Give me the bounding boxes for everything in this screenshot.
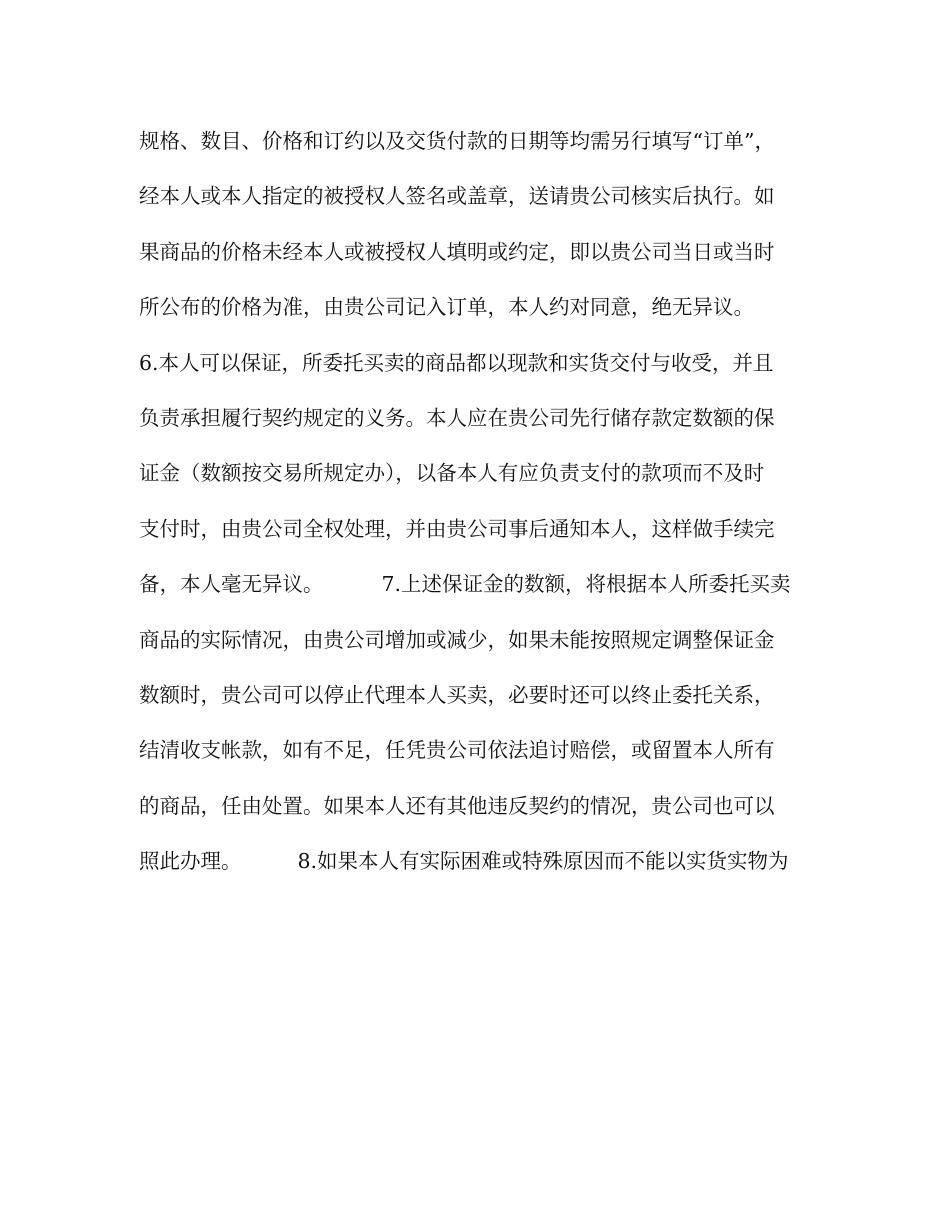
paragraph-line-13: 的商品，任由处置。如果本人还有其他违反契约的情况，贵公司也可以 — [139, 793, 775, 818]
paragraph-line-8: 支付时，由贵公司全权处理，并由贵公司事后通知本人，这样做手续完 — [139, 516, 775, 541]
paragraph-line-2: 经本人或本人指定的被授权人签名或盖章，送请贵公司核实后执行。如 — [139, 184, 775, 209]
paragraph-line-10: 商品的实际情况，由贵公司增加或减少，如果未能按照规定调整保证金 — [139, 627, 775, 652]
paragraph-line-7: 证金（数额按交易所规定办），以备本人有应负责支付的款项而不及时 — [139, 461, 765, 486]
paragraph-line-12: 结清收支帐款，如有不足，任凭贵公司依法追讨赔偿，或留置本人所有 — [139, 738, 775, 763]
paragraph-line-9 — [139, 564, 829, 619]
paragraph-line-9-part-2: 7.上述保证金的数额，将根据本人所委托买卖 — [381, 572, 791, 597]
paragraph-line-14-part-1: 照此办理。 — [139, 849, 242, 874]
paragraph-line-9-part-1: 备，本人毫无异议。 — [139, 572, 324, 597]
paragraph-line-1: 规格、数目、价格和订约以及交货付款的日期等均需另行填写“订单”， — [139, 129, 775, 153]
paragraph-line-11: 数额时，贵公司可以停止代理本人买卖，必要时还可以终止委托关系， — [139, 682, 775, 707]
paragraph-line-14-part-2: 8.如果本人有实际困难或特殊原因而不能以实货实物为 — [297, 849, 789, 874]
paragraph-line-6: 负责承担履行契约规定的义务。本人应在贵公司先行储存款定数额的保 — [139, 405, 775, 430]
paragraph-line-5: 6.本人可以保证，所委托买卖的商品都以现款和实货交付与收受，并且 — [139, 350, 774, 375]
paragraph-line-4: 所公布的价格为准，由贵公司记入订单，本人约对同意，绝无异议。 — [139, 295, 754, 320]
document-body — [139, 121, 829, 896]
paragraph-line-3: 果商品的价格未经本人或被授权人填明或约定，即以贵公司当日或当时 — [139, 239, 775, 264]
paragraph-line-14 — [139, 841, 829, 896]
